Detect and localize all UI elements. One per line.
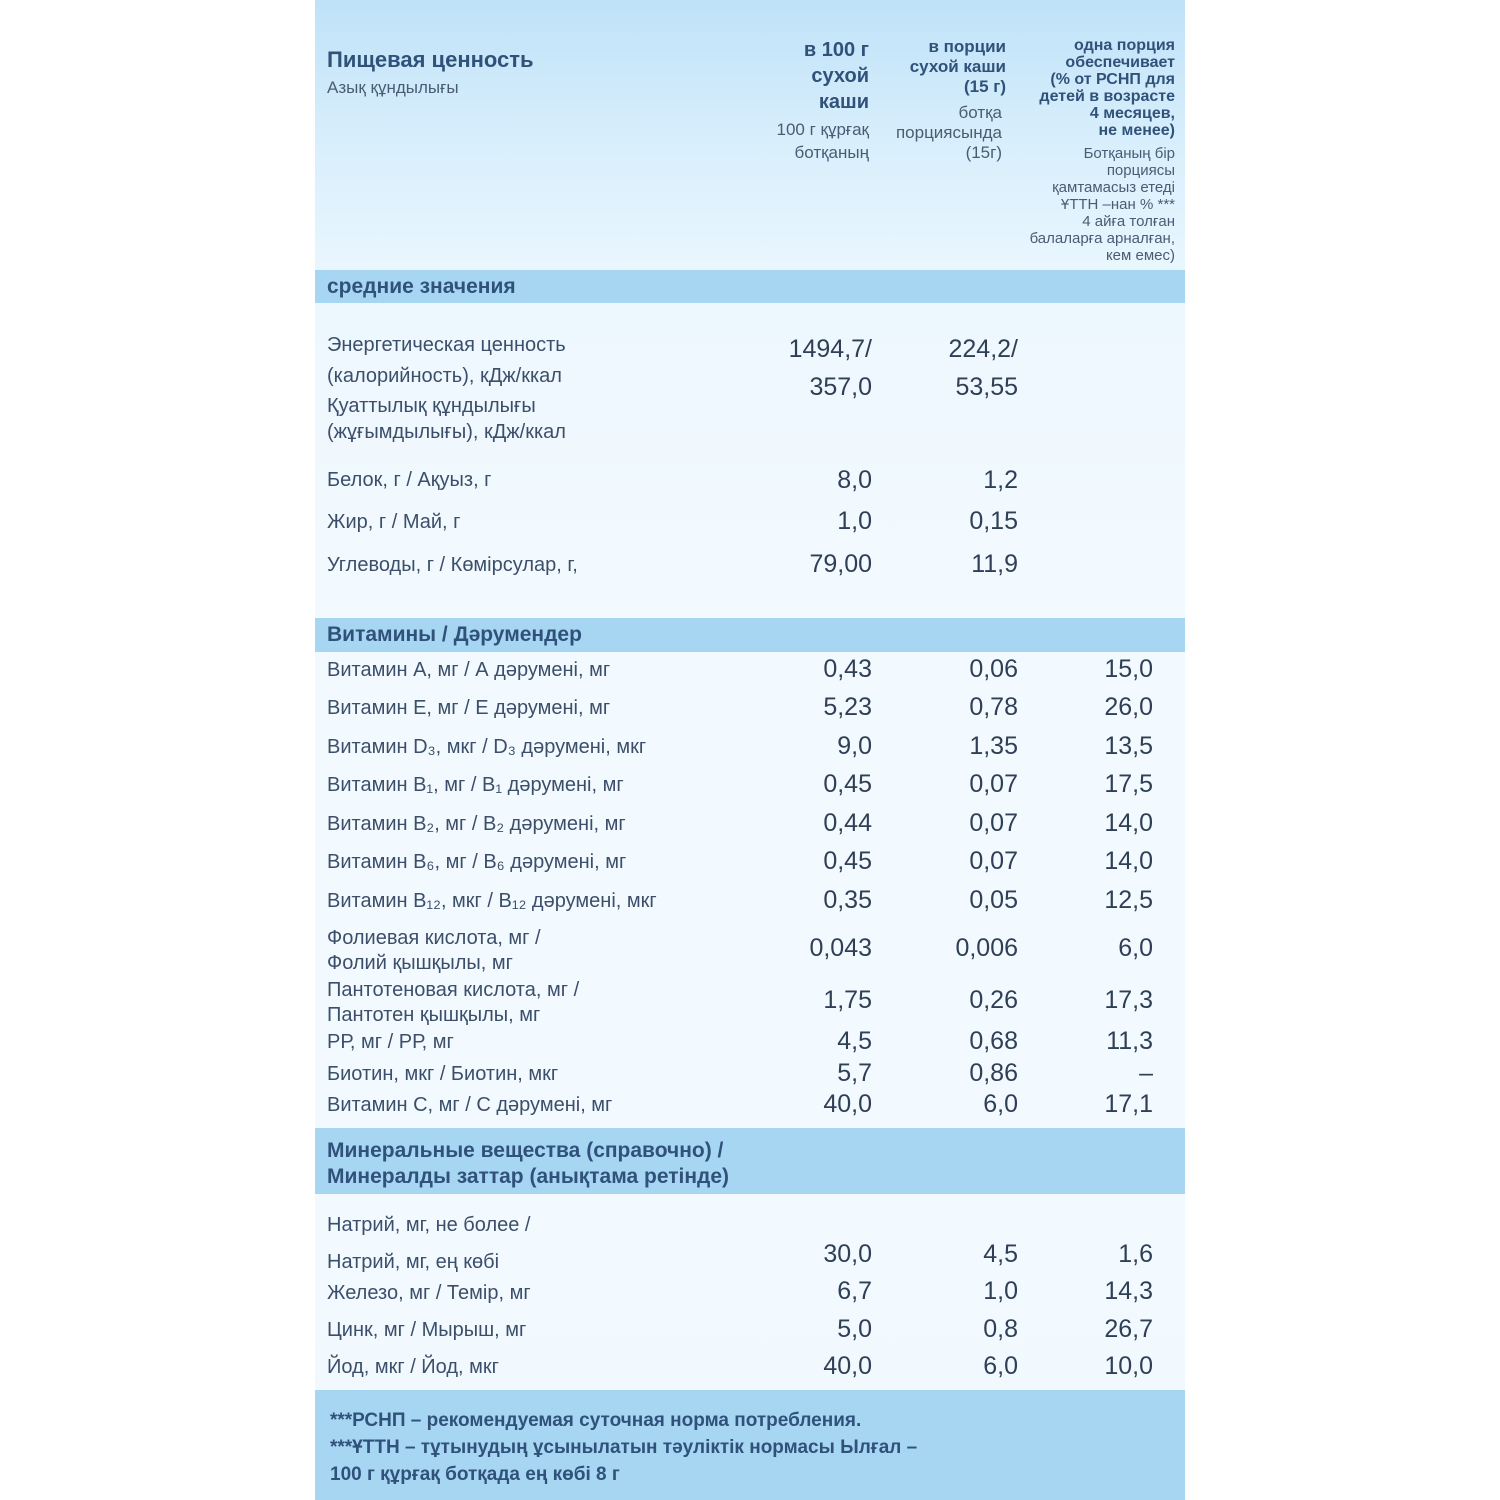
mineral-per100: 40,0 — [823, 1352, 872, 1380]
energy-value-per100: 1494,7/ 357,0 — [788, 335, 872, 401]
header-col1-kz: 100 г құрғақ ботқаның — [776, 120, 869, 162]
vitamin-per100: 0,43 — [823, 655, 872, 683]
mineral-rda: 10,0 — [1104, 1352, 1153, 1380]
pp-per100: 4,5 — [837, 1027, 872, 1055]
pantothenic-label: Пантотеновая кислота, мг / Пантотен қышқылы, мг — [327, 979, 580, 1026]
vitamin-label: Витамин D₃, мкг / D₃ дәрумені, мкг — [327, 736, 647, 758]
biotin-label: Биотин, мкг / Биотин, мкг — [327, 1063, 559, 1085]
vitamin-portion: 0,78 — [969, 693, 1018, 721]
pantothenic-rda: 17,3 — [1104, 986, 1153, 1014]
vitamin-rda: 12,5 — [1104, 886, 1153, 914]
vitamin-rda: 15,0 — [1104, 655, 1153, 683]
vitc-portion: 6,0 — [983, 1090, 1018, 1118]
vitamin-portion: 1,35 — [969, 732, 1018, 760]
vitamin-portion: 0,05 — [969, 886, 1018, 914]
macro-label-protein: Белок, г / Ақуыз, г — [327, 469, 492, 491]
section-bar-average — [315, 270, 1185, 303]
footnote-uttn: ***ҰТТН – тұтынудың ұсынылатын тәуліктік нормасы Ылғал – — [330, 1437, 918, 1458]
vitamin-portion: 0,07 — [969, 847, 1018, 875]
vitamin-per100: 0,45 — [823, 770, 872, 798]
mineral-rda: 26,7 — [1104, 1315, 1153, 1343]
vitamin-rda: 14,0 — [1104, 809, 1153, 837]
header-title-kz: Азық құндылығы — [327, 78, 459, 97]
folic-rda: 6,0 — [1118, 934, 1153, 962]
header-col2: в порции сухой каши (15 г) — [909, 37, 1006, 96]
folic-portion: 0,006 — [955, 934, 1018, 962]
vitc-per100: 40,0 — [823, 1090, 872, 1118]
nutrition-table — [315, 0, 1185, 1500]
pantothenic-per100: 1,75 — [823, 986, 872, 1014]
folic-per100: 0,043 — [809, 934, 872, 962]
vitamin-label: Витамин Е, мг / Е дәрумені, мг — [327, 697, 611, 719]
mineral-label: Железо, мг / Темір, мг — [327, 1282, 531, 1304]
vitc-label: Витамин С, мг / С дәрумені, мг — [327, 1094, 613, 1116]
energy-label-kz: Қуаттылық құндылығы (жұғымдылығы), кДж/ккал — [327, 395, 566, 443]
sodium-portion: 4,5 — [983, 1240, 1018, 1268]
vitamin-portion: 0,07 — [969, 809, 1018, 837]
sodium-label: Натрий, мг, не более / Натрий, мг, ең көбі — [327, 1214, 531, 1273]
energy-value-portion: 224,2/ 53,55 — [948, 335, 1018, 401]
vitamin-label: Витамин В₁, мг / В₁ дәрумені, мг — [327, 774, 624, 796]
vitamin-portion: 0,06 — [969, 655, 1018, 683]
biotin-portion: 0,86 — [969, 1059, 1018, 1087]
biotin-per100: 5,7 — [837, 1059, 872, 1087]
macro-carbs-portion: 11,9 — [971, 550, 1018, 578]
header-col3: одна порция обеспечивает (% от РСНП для детей в возрасте 4 месяцев, не менее) — [1039, 37, 1175, 139]
vitc-rda: 17,1 — [1104, 1090, 1153, 1118]
section-bar-minerals — [315, 1128, 1185, 1194]
vitamin-per100: 0,44 — [823, 809, 872, 837]
macro-protein-portion: 1,2 — [983, 466, 1018, 494]
section-bar-vitamins — [315, 618, 1185, 652]
pp-portion: 0,68 — [969, 1027, 1018, 1055]
mineral-per100: 6,7 — [837, 1277, 872, 1305]
header-col1: в 100 г сухой каши — [803, 39, 869, 113]
section-average-title: средние значения — [327, 275, 516, 298]
vitamin-rda: 14,0 — [1104, 847, 1153, 875]
vitamin-rda: 13,5 — [1104, 732, 1153, 760]
sodium-per100: 30,0 — [823, 1240, 872, 1268]
energy-label: Энергетическая ценность (калорийность), кДж/ккал — [327, 334, 566, 387]
vitamin-label: Витамин В₂, мг / В₂ дәрумені, мг — [327, 813, 626, 835]
sodium-rda: 1,6 — [1118, 1240, 1153, 1268]
vitamin-portion: 0,07 — [969, 770, 1018, 798]
mineral-per100: 5,0 — [837, 1315, 872, 1343]
vitamin-rda: 26,0 — [1104, 693, 1153, 721]
mineral-label: Йод, мкг / Йод, мкг — [327, 1356, 499, 1378]
section-vitamins-title: Витамины / Дәрумендер — [327, 623, 582, 646]
header-col3-kz: Ботқаның бір порциясы қамтамасыз етеді ҰТТН –нан % *** 4 айға толған балаларға арналған, кем емес) — [1029, 145, 1175, 264]
pantothenic-portion: 0,26 — [969, 986, 1018, 1014]
macro-label-carbs: Углеводы, г / Көмірсулар, г, — [327, 554, 578, 576]
vitamin-label: Витамин В₆, мг / В₆ дәрумені, мг — [327, 851, 627, 873]
vitamin-per100: 5,23 — [823, 693, 872, 721]
mineral-label: Цинк, мг / Мырыш, мг — [327, 1319, 527, 1341]
footnote-moisture: 100 г құрғақ ботқада ең көбі 8 г — [330, 1464, 620, 1485]
mineral-rda: 14,3 — [1104, 1277, 1153, 1305]
mineral-portion: 0,8 — [983, 1315, 1018, 1343]
folic-label: Фолиевая кислота, мг / Фолий қышқылы, мг — [327, 927, 541, 974]
vitamin-label: Витамин В₁₂, мкг / В₁₂ дәрумені, мкг — [327, 890, 657, 912]
footnote-rsnp: ***РСНП – рекомендуемая суточная норма потребления. — [330, 1410, 862, 1431]
vitamin-label: Витамин А, мг / А дәрумені, мг — [327, 659, 611, 681]
macro-label-fat: Жир, г / Май, г — [327, 511, 461, 533]
vitamin-per100: 0,35 — [823, 886, 872, 914]
header-col2-kz: ботқа порциясында (15г) — [895, 103, 1002, 162]
macro-carbs-per100: 79,00 — [809, 550, 872, 578]
header-title: Пищевая ценность — [327, 47, 534, 72]
pp-rda: 11,3 — [1106, 1027, 1153, 1055]
vitamin-per100: 9,0 — [837, 732, 872, 760]
mineral-portion: 1,0 — [983, 1277, 1018, 1305]
macro-fat-portion: 0,15 — [969, 507, 1018, 535]
pp-label: РР, мг / РР, мг — [327, 1031, 454, 1053]
biotin-rda: – — [1139, 1059, 1153, 1087]
macro-fat-per100: 1,0 — [837, 507, 872, 535]
vitamin-per100: 0,45 — [823, 847, 872, 875]
vitamin-rda: 17,5 — [1104, 770, 1153, 798]
macro-protein-per100: 8,0 — [837, 466, 872, 494]
section-minerals-title: Минеральные вещества (справочно) / Минералды заттар (анықтама ретінде) — [327, 1139, 730, 1188]
mineral-portion: 6,0 — [983, 1352, 1018, 1380]
